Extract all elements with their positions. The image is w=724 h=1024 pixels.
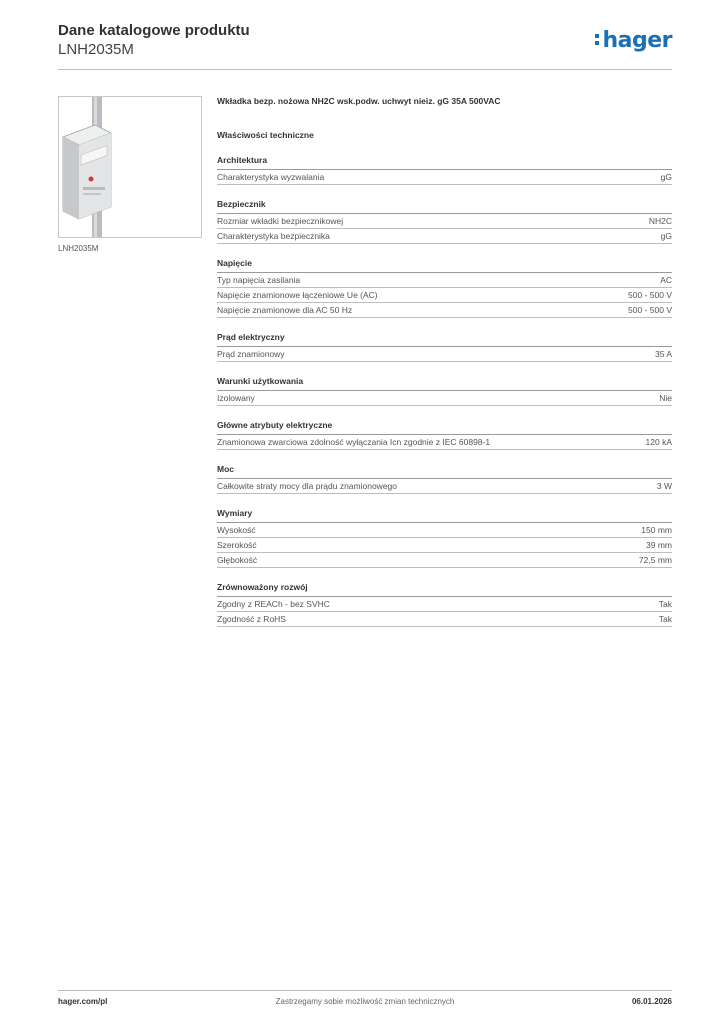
spec-section — [217, 332, 672, 362]
spec-value: 500 - 500 V — [628, 305, 672, 315]
hager-logo — [595, 28, 672, 53]
spec-value: Nie — [659, 393, 672, 403]
spec-label: Typ napięcia zasilania — [217, 275, 301, 285]
spec-label: Szerokość — [217, 540, 257, 550]
spec-label: Izolowany — [217, 393, 255, 403]
property-sections — [217, 155, 672, 627]
spec-section — [217, 508, 672, 568]
spec-value: AC — [660, 275, 672, 285]
spec-value: 150 mm — [641, 525, 672, 535]
spec-label: Głębokość — [217, 555, 258, 565]
spec-row — [217, 612, 672, 627]
spec-value: 3 W — [656, 481, 672, 491]
image-caption: LNH2035M — [58, 244, 99, 253]
spec-row — [217, 538, 672, 553]
spec-row — [217, 435, 672, 450]
spec-value: Tak — [658, 614, 672, 624]
section-title: Moc — [217, 464, 672, 479]
spec-row — [217, 229, 672, 244]
section-title: Bezpiecznik — [217, 199, 672, 214]
spec-section — [217, 199, 672, 244]
spec-value: gG — [660, 231, 672, 241]
product-data — [217, 96, 672, 627]
spec-section — [217, 155, 672, 185]
footer-date: 06.01.2026 — [631, 997, 672, 1006]
spec-label: Zgodny z REACh - bez SVHC — [217, 599, 330, 609]
section-title: Główne atrybuty elektryczne — [217, 420, 672, 435]
spec-row — [217, 170, 672, 185]
header-divider — [58, 69, 672, 70]
spec-value: Tak — [658, 599, 672, 609]
spec-label: Napięcie znamionowe dla AC 50 Hz — [217, 305, 353, 315]
spec-value: 500 - 500 V — [628, 290, 672, 300]
spec-row — [217, 273, 672, 288]
spec-value: gG — [660, 172, 672, 182]
section-title: Zrównoważony rozwój — [217, 582, 672, 597]
spec-label: Zgodność z RoHS — [217, 614, 286, 624]
spec-label: Znamionowa zwarciowa zdolność wyłączania Icn zgodnie z IEC 60898-1 — [217, 437, 491, 447]
spec-label: Charakterystyka bezpiecznika — [217, 231, 330, 241]
section-title: Wymiary — [217, 508, 672, 523]
section-title: Napięcie — [217, 258, 672, 273]
spec-value: 120 kA — [645, 437, 672, 447]
spec-label: Charakterystyka wyzwalania — [217, 172, 325, 182]
spec-section — [217, 258, 672, 318]
spec-section — [217, 376, 672, 406]
spec-value: 72,5 mm — [638, 555, 672, 565]
spec-row — [217, 553, 672, 568]
spec-label: Wysokość — [217, 525, 256, 535]
spec-value: 35 A — [654, 349, 672, 359]
spec-value: 39 mm — [646, 540, 672, 550]
spec-label: Całkowite straty mocy dla prądu znamionowego — [217, 481, 398, 491]
spec-section — [217, 420, 672, 450]
page-title: Dane katalogowe produktu — [58, 22, 250, 39]
section-title: Architektura — [217, 155, 672, 170]
spec-row — [217, 391, 672, 406]
spec-row — [217, 347, 672, 362]
spec-label: Rozmiar wkładki bezpiecznikowej — [217, 216, 344, 226]
spec-label: Napięcie znamionowe łączeniowe Ue (AC) — [217, 290, 378, 300]
spec-row — [217, 303, 672, 318]
product-description: Wkładka bezp. nożowa NH2C wsk.podw. uchwyt nieiz. gG 35A 500VAC — [217, 96, 501, 106]
product-code: LNH2035M — [58, 41, 134, 58]
spec-row — [217, 523, 672, 538]
section-title: Warunki użytkowania — [217, 376, 672, 391]
section-title: Prąd elektryczny — [217, 332, 672, 347]
spec-row — [217, 597, 672, 612]
spec-section — [217, 464, 672, 494]
footer-notice: Zastrzegamy sobie możliwość zmian technicznych — [275, 997, 455, 1006]
spec-row — [217, 214, 672, 229]
technical-properties-heading: Właściwości techniczne — [217, 130, 314, 140]
spec-label: Prąd znamionowy — [217, 349, 285, 359]
footer-website: hager.com/pl — [58, 997, 108, 1006]
footer-divider — [58, 990, 672, 991]
nh-fuse-icon — [59, 97, 201, 237]
logo-dots-icon — [595, 30, 600, 48]
spec-row — [217, 288, 672, 303]
product-image — [58, 96, 202, 238]
spec-section — [217, 582, 672, 627]
spec-row — [217, 479, 672, 494]
spec-value: NH2C — [648, 216, 672, 226]
logo-text: hager — [602, 28, 672, 53]
page-header — [58, 22, 672, 70]
